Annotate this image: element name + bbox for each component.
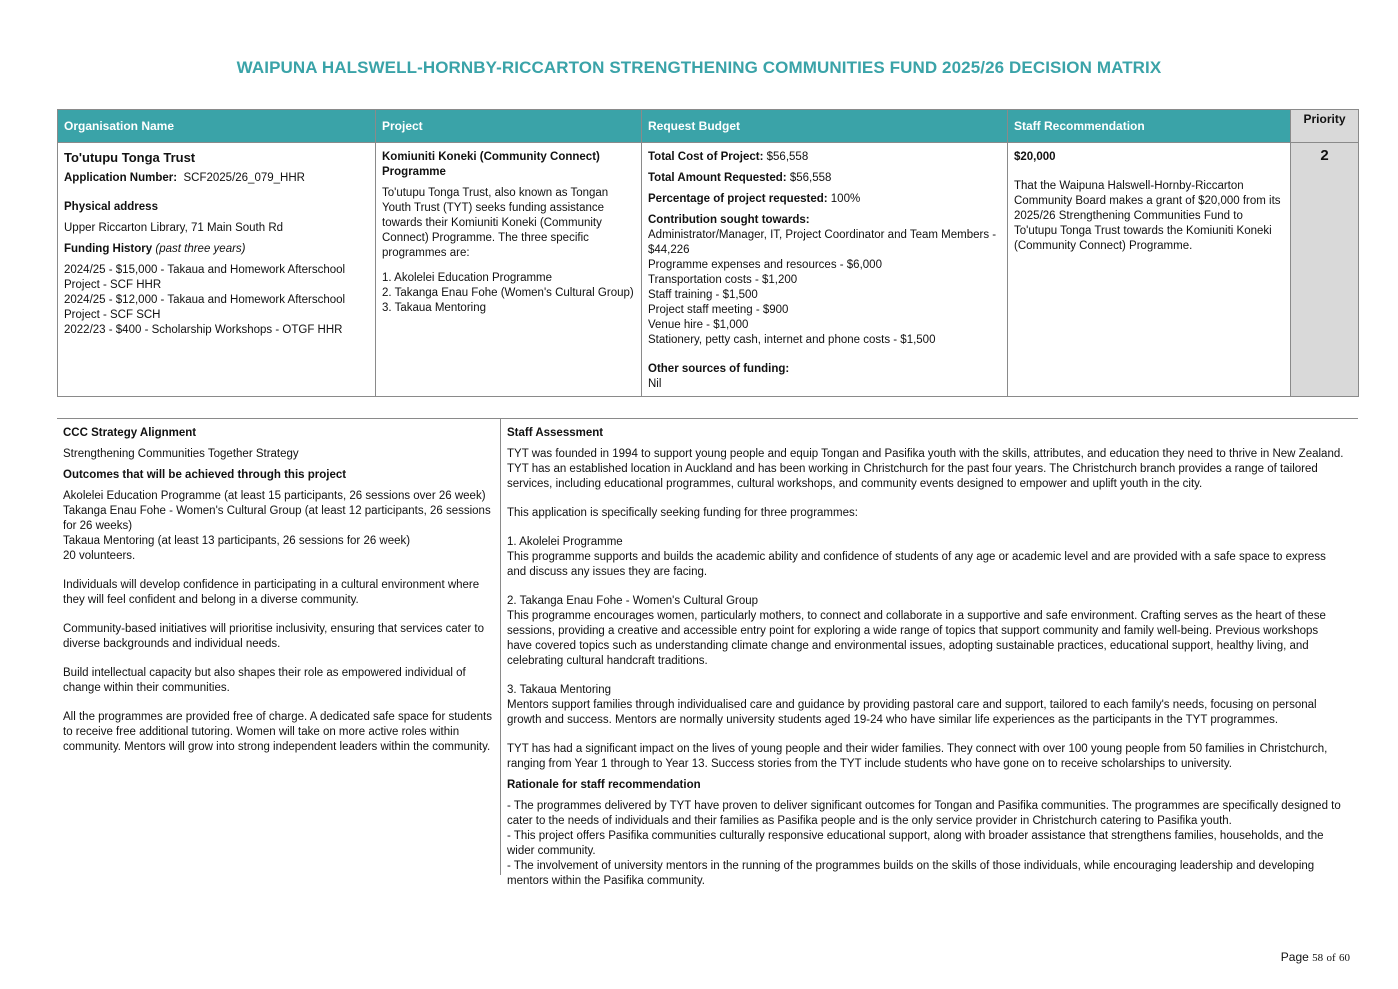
header-priority: Priority — [1291, 110, 1359, 143]
contribution-item: Programme expenses and resources - $6,000 — [648, 259, 882, 271]
outcome-item: 20 volunteers. — [63, 550, 136, 562]
header-project: Project — [376, 110, 642, 143]
total-requested: Total Amount Requested: $56,558 — [648, 172, 832, 184]
organisation-cell — [58, 143, 376, 397]
staff-assessment-column — [500, 419, 1350, 887]
contribution-item: Stationery, petty cash, internet and phone costs - $1,500 — [648, 334, 936, 346]
contribution-item: Project staff meeting - $900 — [648, 304, 789, 316]
contribution-item: Staff training - $1,500 — [648, 289, 758, 301]
programme-text: This programme encourages women, particularly mothers, to connect and collaborate in a supportive and safe environment. Crafting serves as the heart of these sessions, providing a creative and accessible entry point for exploring a wide range of topics that support community and family well-being. Previous workshops have covered topics such as understanding climate change and environmental issues, adopting sustainable practices, educational support, healthy living, and celebrating cultural handcraft traditions. — [507, 610, 1326, 667]
programme-text: This programme supports and builds the academic ability and confidence of students of any age or academic level and are provided with a safe space to express and discuss any issues they are facing. — [507, 551, 1326, 578]
strategy-column — [57, 419, 509, 762]
project-cell — [376, 143, 642, 397]
assessment-intro: TYT was founded in 1994 to support young people and equip Tongan and Pasifika youth with the skills, attributes, and education they need to thrive in New Zealand. TYT has an established location in Auckland and has been working in Christchurch for the past four years. The Christchurch branch provides a range of tailored services, including educational programmes, cultural workshops, and community events designed to empower and uplift youth in the city. — [507, 448, 1344, 490]
assessment-section — [57, 418, 1358, 887]
decision-matrix-table — [57, 109, 1359, 397]
page-number: Page 58 of 60 — [1280, 950, 1350, 964]
address-value: Upper Riccarton Library, 71 Main South Rd — [64, 222, 284, 234]
programme-title: 1. Akolelei Programme — [507, 536, 623, 548]
budget-cell — [642, 143, 1008, 397]
recommendation-amount: $20,000 — [1014, 151, 1056, 163]
page-title: WAIPUNA HALSWELL-HORNBY-RICCARTON STRENGTHENING COMMUNITIES FUND 2025/26 DECISION MATRIX — [236, 58, 1162, 77]
strategy-paragraph: Community-based initiatives will prioritise inclusivity, ensuring that services cater to diverse backgrounds and individual needs. — [63, 623, 484, 650]
rationale-item: - This project offers Pasifika communities culturally responsive educational support, along with broader assistance that strengthens families, households, and the wider community. — [507, 830, 1324, 857]
organisation-name: To'utupu Tonga Trust — [64, 150, 196, 165]
programme-title: 2. Takanga Enau Fohe - Women's Cultural Group — [507, 595, 759, 607]
strategy-paragraph: Individuals will develop confidence in participating in a cultural environment where they will feel confident and belong in a diverse community. — [63, 579, 480, 606]
other-funding-value: Nil — [648, 378, 662, 390]
project-name: Komiuniti Koneki (Community Connect) Programme — [382, 151, 600, 178]
strategy-paragraph: All the programmes are provided free of charge. A dedicated safe space for students to receive free additional tutoring. Women will take on more active roles within community. Mentors will grow into strong independent leaders within the community. — [63, 711, 492, 753]
contribution-item: Transportation costs - $1,200 — [648, 274, 798, 286]
rationale-item: - The involvement of university mentors in the running of the programmes builds on the skills of those individuals, while encouraging leadership and developing mentors within the Pasifika community. — [507, 860, 1315, 887]
application-number: Application Number: SCF2025/26_079_HHR — [64, 172, 305, 184]
strategy-paragraph: Build intellectual capacity but also shapes their role as empowered individual of change within their communities. — [63, 667, 466, 694]
outcomes-heading: Outcomes that will be achieved through this project — [63, 469, 347, 481]
rationale-heading: Rationale for staff recommendation — [507, 779, 701, 791]
funding-history-item: 2024/25 - $15,000 - Takaua and Homework Afterschool Project - SCF HHR — [64, 264, 346, 291]
contribution-item: Administrator/Manager, IT, Project Coordinator and Team Members - $44,226 — [648, 229, 997, 256]
table-row — [58, 143, 1359, 397]
assessment-impact: TYT has had a significant impact on the lives of young people and their wider families. They connect with over 100 young people from 50 families in Christchurch, ranging from Year 1 through to Year 13. Success stories from the TYT include students who have gone on to receive scholarships to university. — [507, 743, 1328, 770]
priority-value: 2 — [1291, 143, 1359, 397]
outcome-item: Takanga Enau Fohe - Women's Cultural Group (at least 12 participants, 26 sessions for 26 weeks) — [63, 505, 491, 532]
contribution-item: Venue hire - $1,000 — [648, 319, 749, 331]
strategy-name: Strengthening Communities Together Strategy — [63, 448, 299, 460]
address-label: Physical address — [64, 201, 158, 213]
assessment-heading: Staff Assessment — [507, 427, 604, 439]
recommendation-cell — [1008, 143, 1291, 397]
contribution-label: Contribution sought towards: — [648, 214, 810, 226]
rationale-item: - The programmes delivered by TYT have proven to deliver significant outcomes for Tongan and Pasifika communities. The programmes are specifically designed to cater to the needs of individuals and their families as Pasifika people and is the only service provider in Christchurch catering to Pasifika youth. — [507, 800, 1341, 827]
programme-text: Mentors support families through individualised care and guidance by providing pastoral care and support, tailored to each family's needs, focusing on personal growth and success. Mentors are normally university students aged 19-24 who have similar life experiences as the participants in the TYT programmes. — [507, 699, 1317, 726]
funding-history-item: 2024/25 - $12,000 - Takaua and Homework Afterschool Project - SCF SCH — [64, 294, 346, 321]
strategy-heading: CCC Strategy Alignment — [63, 427, 197, 439]
recommendation-text: That the Waipuna Halswell-Hornby-Riccarton Community Board makes a grant of $20,000 from its 2025/26 Strengthening Communities Fund to To'utupu Tonga Trust towards the Komiuniti Koneki (Community Connect) Programme. — [1014, 180, 1281, 252]
outcome-item: Takaua Mentoring (at least 13 participants, 26 sessions for 26 week) — [63, 535, 411, 547]
project-description: To'utupu Tonga Trust, also known as Tongan Youth Trust (TYT) seeks funding assistance towards their Komiuniti Koneki (Community Connect) Programme. The three specific programmes are: — [382, 187, 609, 259]
other-funding-label: Other sources of funding: — [648, 363, 790, 375]
table-header-row — [58, 110, 1359, 143]
header-recommendation: Staff Recommendation — [1008, 110, 1291, 143]
header-organisation: Organisation Name — [58, 110, 376, 143]
percentage-requested: Percentage of project requested: 100% — [648, 193, 861, 205]
project-item: 3. Takaua Mentoring — [382, 302, 486, 314]
assessment-seeking: This application is specifically seeking funding for three programmes: — [507, 507, 858, 519]
project-item: 2. Takanga Enau Fohe (Women's Cultural Group) — [382, 287, 634, 299]
project-item: 1. Akolelei Education Programme — [382, 272, 553, 284]
programme-title: 3. Takaua Mentoring — [507, 684, 611, 696]
outcome-item: Akolelei Education Programme (at least 15 participants, 26 sessions over 26 week) — [63, 490, 486, 502]
funding-history-label: Funding History (past three years) — [64, 243, 246, 255]
total-cost: Total Cost of Project: $56,558 — [648, 151, 809, 163]
funding-history-item: 2022/23 - $400 - Scholarship Workshops - OTGF HHR — [64, 324, 343, 336]
header-budget: Request Budget — [642, 110, 1008, 143]
